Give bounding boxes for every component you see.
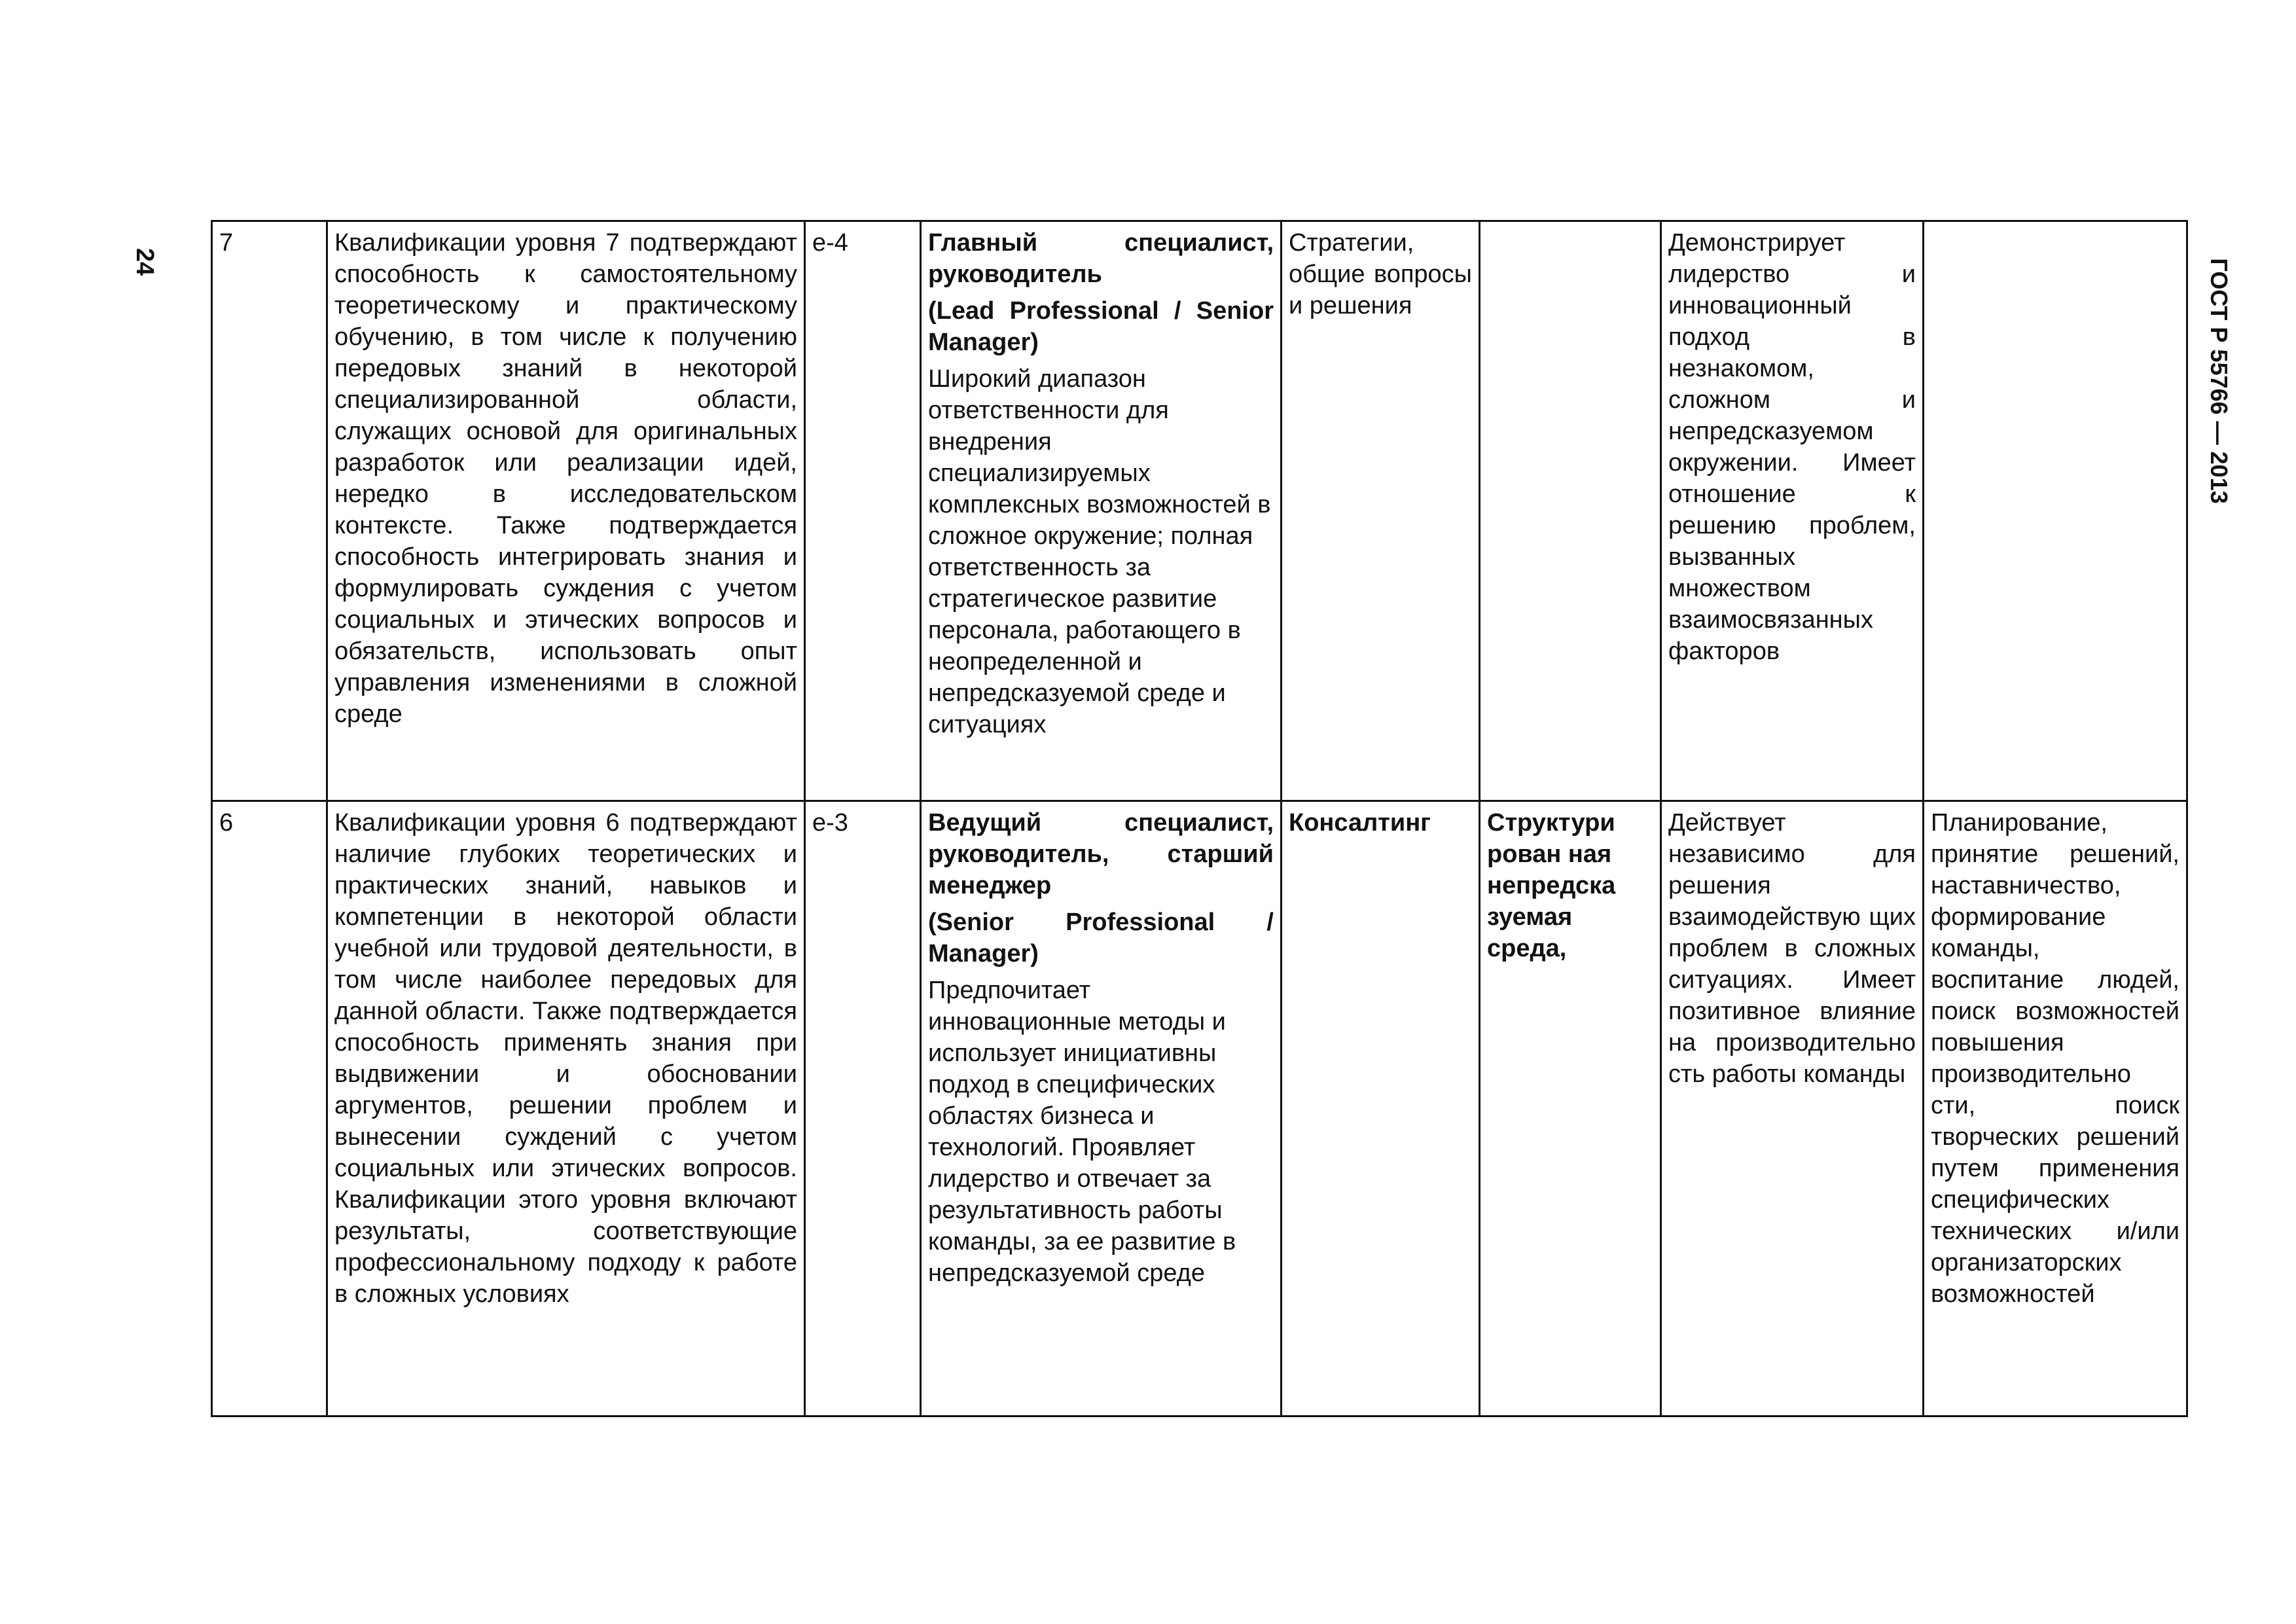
qualification-levels-table — [211, 220, 2188, 1417]
role-cell — [921, 221, 1282, 801]
level-description-cell: Квалификации уровня 6 подтверждают наличие глубоких теоретических и практических знаний, навыков и компетенции в некоторой области учебной или трудовой деятельности, в том числе наиболее передовых для данной области. Также подтверждается способность применять знания при выдвижении и обосновании аргументов, решении проблем и вынесении суждений с учетом социальных или этических вопросов. Квалификации этого уровня включают результаты, соответствующие профессиональному подходу к работе в сложных условиях — [327, 801, 805, 1416]
focus-cell: Стратегии, общие вопросы и решения — [1282, 221, 1480, 801]
role-english-title: (Senior Professional / Manager) — [928, 909, 1274, 967]
level-description-cell: Квалификации уровня 7 подтверждают способность к самостоятельному теоретическому и практическому обучению, в том числе к получению передовых знаний в некоторой специализированной области, служащих основой для оригинальных разработок или реализации идей, нередко в исследовательском контексте. Также подтверждается способность интегрировать знания и формулировать суждения с учетом социальных и этических вопросов и обязательств, использовать опыт управления изменениями в сложной среде — [327, 221, 805, 801]
context-cell — [1480, 221, 1661, 801]
activities-cell — [1924, 221, 2187, 801]
role-cell — [921, 801, 1282, 1416]
context-cell: Структури рован ная непредска зуемая среда, — [1480, 801, 1661, 1416]
table-row — [212, 801, 2187, 1416]
e-level-cell: e-4 — [805, 221, 921, 801]
table-row — [212, 221, 2187, 801]
role-title: Главный специалист, руководитель — [928, 229, 1274, 288]
role-title: Ведущий специалист, руководитель, старший менеджер — [928, 809, 1274, 899]
activities-cell: Планирование, принятие решений, наставничество, формирование команды, воспитание людей, поиск возможностей повышения производительно сти, поиск творческих решений путем применения специфических технических и/или организаторских возможностей — [1924, 801, 2187, 1416]
role-description: Предпочитает инновационные методы и использует инициативны подход в специфических областях бизнеса и технологий. Проявляет лидерство и отвечает за результативность работы команды, за ее развитие в непредсказуемой среде — [928, 977, 1236, 1287]
level-cell: 7 — [212, 221, 327, 801]
level-cell: 6 — [212, 801, 327, 1416]
role-description: Широкий диапазон ответственности для внедрения специализируемых комплексных возможностей в сложное окружение; полная ответственность за стратегическое развитие персонала, работающего в неопределенной и непредсказуемой среде и ситуациях — [928, 365, 1271, 738]
page-number: 24 — [131, 247, 158, 276]
standard-designation: ГОСТ Р 55766 — 2013 — [2206, 258, 2233, 504]
e-level-cell: e-3 — [805, 801, 921, 1416]
behaviour-cell: Действует независимо для решения взаимодействую щих проблем в сложных ситуациях. Имеет позитивное влияние на производительно сть работы команды — [1661, 801, 1924, 1416]
role-english-title: (Lead Professional / Senior Manager) — [928, 297, 1274, 356]
behaviour-cell: Демонстрирует лидерство и инновационный подход в незнакомом, сложном и непредсказуемом окружении. Имеет отношение к решению проблем, вызванных множеством взаимосвязанных факторов — [1661, 221, 1924, 801]
focus-cell: Консалтинг — [1282, 801, 1480, 1416]
